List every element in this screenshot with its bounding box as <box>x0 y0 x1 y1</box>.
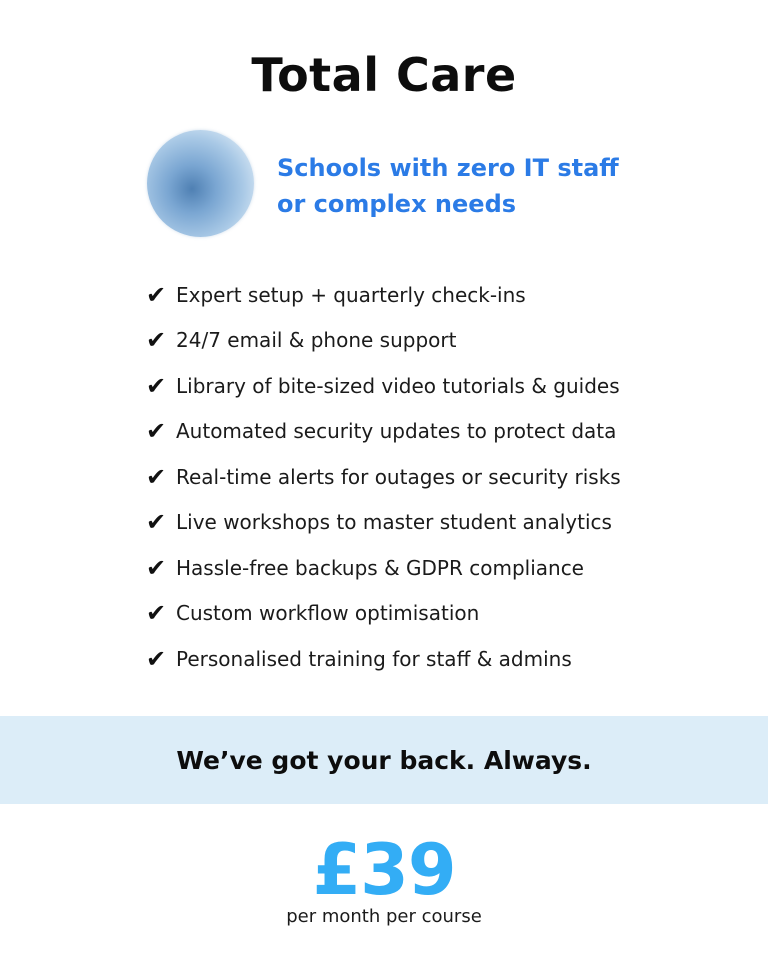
tagline-line: Schools with zero IT staff <box>277 154 619 182</box>
check-icon: ✔ <box>146 599 167 628</box>
check-icon: ✔ <box>146 326 167 355</box>
feature-label: Automated security updates to protect data <box>176 419 617 444</box>
feature-item <box>146 318 621 364</box>
feature-label: Expert setup + quarterly check-ins <box>176 282 526 307</box>
check-icon: ✔ <box>146 553 167 582</box>
feature-item <box>146 500 621 546</box>
plan-title: Total Care <box>251 48 517 102</box>
feature-label: Real-time alerts for outages or security risks <box>176 464 621 489</box>
check-icon: ✔ <box>146 280 167 309</box>
plan-tagline <box>277 150 637 222</box>
feature-label: Library of bite-sized video tutorials & guides <box>176 373 620 398</box>
check-icon: ✔ <box>146 371 167 400</box>
price: £39 <box>312 829 456 911</box>
feature-list <box>146 272 621 682</box>
feature-item <box>146 363 621 409</box>
feature-label: 24/7 email & phone support <box>176 328 457 353</box>
feature-item <box>146 409 621 455</box>
price-note: per month per course <box>286 906 482 927</box>
feature-item <box>146 454 621 500</box>
feature-item <box>146 636 621 682</box>
check-icon: ✔ <box>146 417 167 446</box>
banner-text: We’ve got your back. Always. <box>176 745 592 775</box>
check-icon: ✔ <box>146 644 167 673</box>
feature-item <box>146 272 621 318</box>
feature-label: Personalised training for staff & admins <box>176 646 572 671</box>
feature-item <box>146 545 621 591</box>
feature-label: Custom workflow optimisation <box>176 601 480 626</box>
check-icon: ✔ <box>146 508 167 537</box>
promise-banner <box>0 716 768 804</box>
blue-sphere-icon <box>147 130 254 237</box>
feature-item <box>146 591 621 637</box>
tagline-line: or complex needs <box>277 190 517 218</box>
feature-label: Live workshops to master student analytics <box>176 510 612 535</box>
check-icon: ✔ <box>146 462 167 491</box>
feature-label: Hassle-free backups & GDPR compliance <box>176 555 584 580</box>
